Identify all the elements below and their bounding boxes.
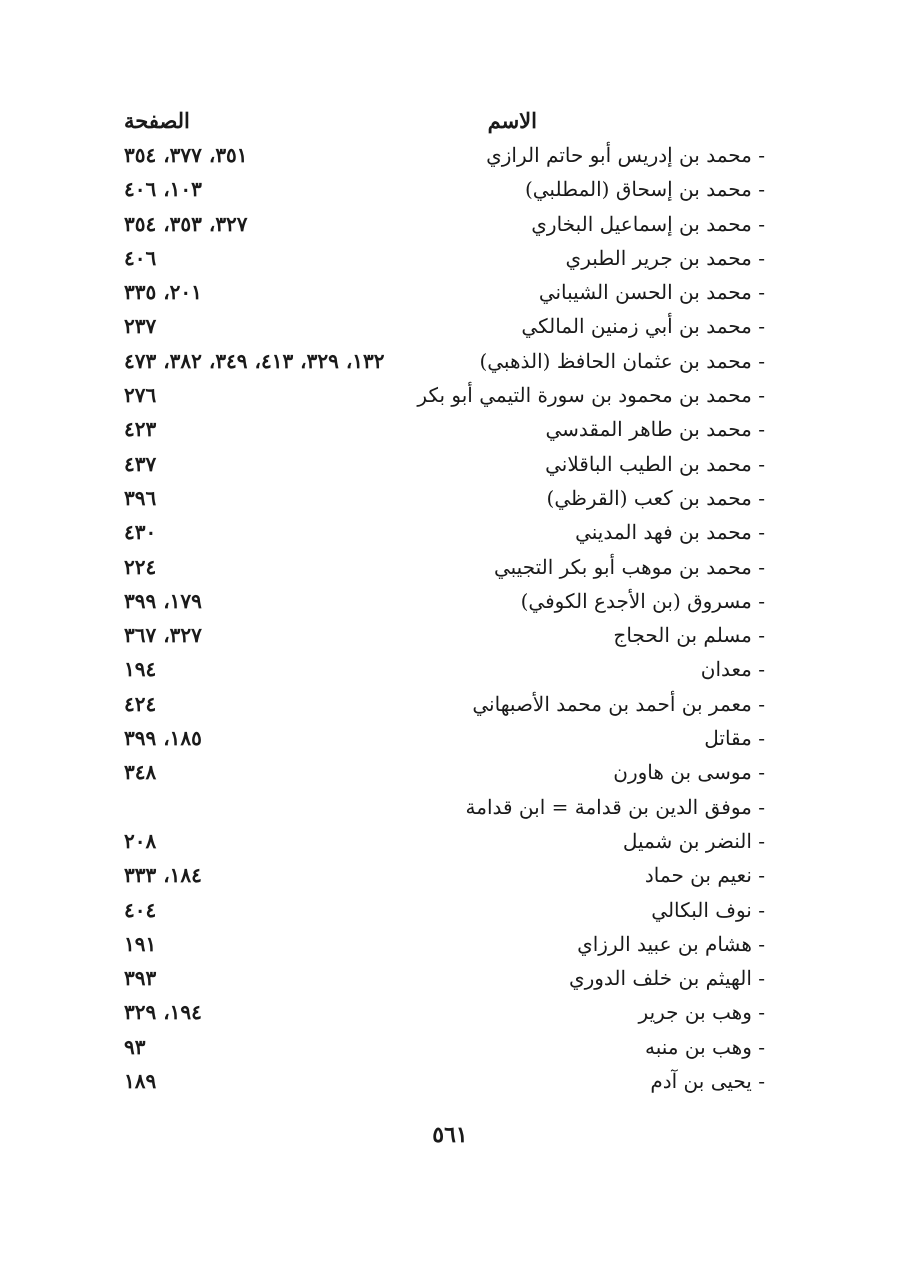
entry-pages: ٣٩٣ xyxy=(124,966,157,991)
index-entry xyxy=(0,586,900,620)
entry-pages: ٤٠٤ xyxy=(124,897,157,922)
entry-name: - محمد بن الحسن الشيباني xyxy=(538,280,765,305)
entry-pages: ٣٩٦ xyxy=(124,485,157,510)
index-entry xyxy=(0,620,900,654)
entry-pages: ١٧٩، ٣٩٩ xyxy=(124,588,202,613)
index-entry xyxy=(0,963,900,997)
entry-pages: ٢٢٤ xyxy=(124,554,157,579)
index-entry xyxy=(0,826,900,860)
entry-pages: ١٩٤، ٣٢٩ xyxy=(124,1000,202,1025)
entry-name: - محمد بن إسحاق (المطلبي) xyxy=(524,177,765,202)
entry-name: - محمد بن محمود بن سورة التيمي أبو بكر xyxy=(417,383,765,408)
entry-pages: ١٨٤، ٣٣٣ xyxy=(124,863,202,888)
index-entry xyxy=(0,792,900,826)
entry-pages: ١٨٩ xyxy=(124,1069,157,1094)
entry-pages: ٣٥١، ٣٧٧، ٣٥٤ xyxy=(124,143,248,167)
entry-name: - محمد بن كعب (القرظي) xyxy=(546,485,765,510)
entry-name: - يحيى بن آدم xyxy=(650,1069,765,1094)
entry-pages: ٣٢٧، ٣٥٣، ٣٥٤ xyxy=(124,211,248,236)
entry-name: - محمد بن طاهر المقدسي xyxy=(545,417,765,442)
entry-pages: ٢٠٨ xyxy=(124,828,157,853)
entry-name: - محمد بن موهب أبو بكر التجيبي xyxy=(493,554,765,579)
entry-name: - الهيثم بن خلف الدوري xyxy=(568,966,765,991)
page-column-header: الصفحة xyxy=(124,108,190,133)
index-entry xyxy=(0,380,900,414)
entry-pages: ١٠٣، ٤٠٦ xyxy=(124,177,202,202)
entry-name: - محمد بن أبي زمنين المالكي xyxy=(521,314,765,339)
entry-name: - محمد بن إسماعيل البخاري xyxy=(531,211,765,236)
index-entry xyxy=(0,929,900,963)
index-entry xyxy=(0,860,900,894)
entry-name: - مسلم بن الحجاج xyxy=(613,623,765,648)
entry-name: - مسروق (بن الأجدع الكوفي) xyxy=(520,588,765,613)
index-header xyxy=(0,108,900,138)
entry-pages: ٤٣٠ xyxy=(124,520,157,545)
entry-name: - وهب بن منبه xyxy=(645,1034,765,1059)
entry-name: - نعيم بن حماد xyxy=(644,863,765,888)
entry-pages: ٣٢٧، ٣٦٧ xyxy=(124,623,202,648)
index-entry xyxy=(0,723,900,757)
entry-name: - معدان xyxy=(700,657,765,682)
entry-pages: ٩٣ xyxy=(124,1034,146,1059)
entry-name: - موفق الدين بن قدامة = ابن قدامة xyxy=(465,794,765,819)
index-entry xyxy=(0,552,900,586)
entry-pages: ١٣٢، ٣٢٩، ٤١٣، ٣٤٩، ٣٨٢، ٤٧٣ xyxy=(124,348,385,373)
index-entry xyxy=(0,757,900,791)
entry-pages: ٤٣٧ xyxy=(124,451,157,476)
entry-name: - هشام بن عبيد الرزاي xyxy=(577,931,765,956)
index-entry xyxy=(0,346,900,380)
entry-name: - مقاتل xyxy=(704,726,765,751)
index-entry xyxy=(0,654,900,688)
page-number: ٥٦١ xyxy=(432,1122,468,1148)
entry-pages: ١٩١ xyxy=(124,931,157,956)
entry-pages: ٣٤٨ xyxy=(124,760,157,785)
entry-name: - نوف البكالي xyxy=(651,897,765,922)
entry-pages: ٢٧٦ xyxy=(124,383,157,408)
entry-pages: ٢٣٧ xyxy=(124,314,157,339)
index-entry xyxy=(0,243,900,277)
index-entry xyxy=(0,277,900,311)
entry-pages: ٤٢٤ xyxy=(124,691,157,716)
index-entry xyxy=(0,689,900,723)
index-entry xyxy=(0,895,900,929)
index-entry xyxy=(0,1066,900,1100)
entry-pages: ٤٢٣ xyxy=(124,417,157,442)
entry-name: - محمد بن جرير الطبري xyxy=(565,245,765,270)
entry-pages: ١٨٥، ٣٩٩ xyxy=(124,726,202,751)
entry-name: - محمد بن عثمان الحافظ (الذهبي) xyxy=(479,348,765,373)
index-entry xyxy=(0,483,900,517)
entry-pages: ١٩٤ xyxy=(124,657,157,682)
index-entries xyxy=(0,140,900,1100)
entry-name: - موسى بن هاورن xyxy=(613,760,765,785)
index-entry xyxy=(0,209,900,243)
entry-name: - محمد بن فهد المديني xyxy=(575,520,765,545)
index-entry xyxy=(0,1032,900,1066)
index-entry xyxy=(0,997,900,1031)
index-entry xyxy=(0,174,900,208)
entry-name: - محمد بن الطيب الباقلاني xyxy=(545,451,765,476)
index-entry xyxy=(0,311,900,345)
entry-name: - محمد بن إدريس أبو حاتم الرازي xyxy=(486,143,765,167)
index-entry xyxy=(0,414,900,448)
entry-name: - معمر بن أحمد بن محمد الأصبهاني xyxy=(472,691,765,716)
index-entry xyxy=(0,140,900,174)
entry-name: - النضر بن شميل xyxy=(622,828,765,853)
index-entry xyxy=(0,517,900,551)
entry-name: - وهب بن جرير xyxy=(638,1000,765,1025)
name-column-header: الاسم xyxy=(487,108,537,133)
index-entry xyxy=(0,449,900,483)
entry-pages: ٤٠٦ xyxy=(124,245,157,270)
entry-pages: ٢٠١، ٣٣٥ xyxy=(124,280,202,305)
